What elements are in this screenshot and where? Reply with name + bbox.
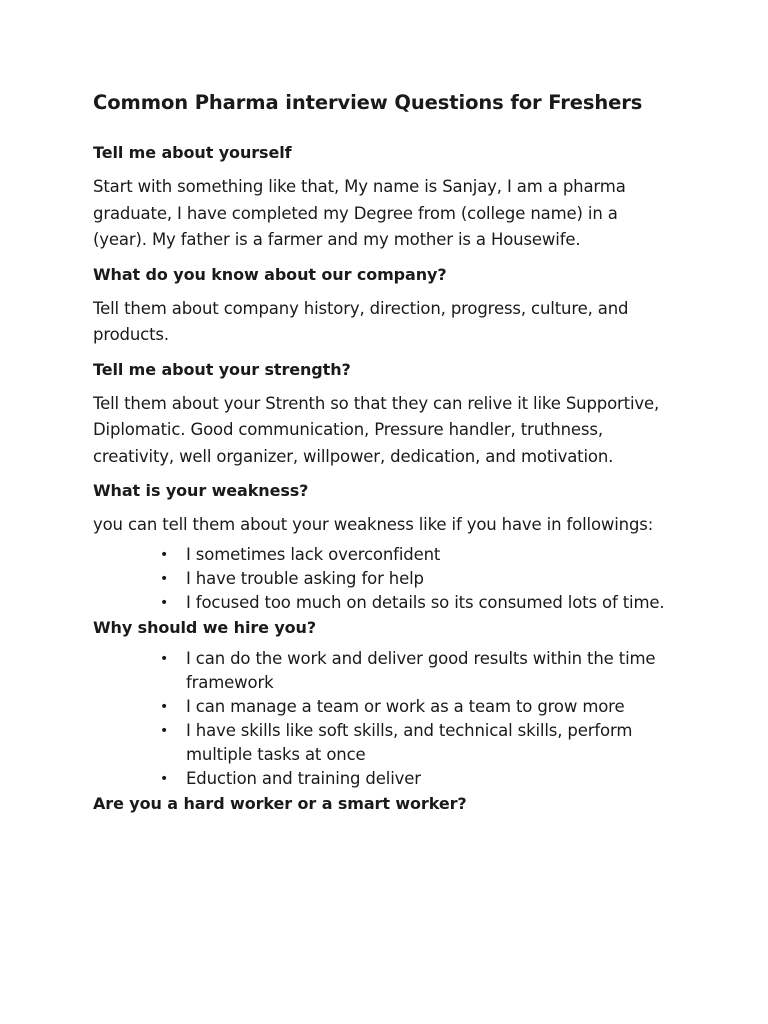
document-title: Common Pharma interview Questions for Freshers <box>93 91 643 114</box>
list-item-text: I can do the work and deliver good results within the time framework <box>186 648 656 692</box>
list-item-text: I have skills like soft skills, and technical skills, perform multiple tasks at once <box>186 720 633 764</box>
question-heading: Tell me about yourself <box>93 143 292 162</box>
list-item <box>93 543 673 567</box>
list-item <box>93 767 673 791</box>
list-item <box>93 695 673 719</box>
list-item-text: Eduction and training deliver <box>186 768 421 788</box>
list-item <box>93 719 673 767</box>
bullet-icon: • <box>160 546 169 563</box>
answer-paragraph: Start with something like that, My name is Sanjay, I am a pharma graduate, I have completed my Degree from (college name) in a (year). My father is a farmer and my mother is a Housewife. <box>93 177 626 249</box>
list-item <box>93 591 673 615</box>
bullet-list <box>93 543 673 615</box>
list-item-text: I focused too much on details so its consumed lots of time. <box>186 592 665 612</box>
question-heading: Tell me about your strength? <box>93 359 351 379</box>
answer-paragraph: Tell them about company history, direction, progress, culture, and products. <box>93 298 629 344</box>
bullet-list <box>93 647 673 791</box>
bullet-icon: • <box>160 650 169 667</box>
question-heading: What do you know about our company? <box>93 264 447 284</box>
bullet-icon: • <box>160 698 169 715</box>
question-heading: Are you a hard worker or a smart worker? <box>93 793 467 813</box>
bullet-icon: • <box>160 770 169 787</box>
list-item-text: I have trouble asking for help <box>186 568 424 588</box>
list-item <box>93 567 673 591</box>
bullet-icon: • <box>160 722 169 739</box>
list-item <box>93 647 673 695</box>
answer-paragraph: you can tell them about your weakness like if you have in followings: <box>93 515 654 534</box>
bullet-icon: • <box>160 594 169 611</box>
answer-paragraph: Tell them about your Strenth so that they can relive it like Supportive, Diplomatic. Good communication, Pressure handler, truthness, creativity, well organizer, willpower, dedication, and motivation. <box>93 393 660 466</box>
bullet-icon: • <box>160 570 169 587</box>
question-heading: Why should we hire you? <box>93 617 317 637</box>
question-heading: What is your weakness? <box>93 481 309 500</box>
document-page <box>93 88 673 817</box>
list-item-text: I can manage a team or work as a team to grow more <box>186 696 625 716</box>
list-item-text: I sometimes lack overconfident <box>186 544 441 564</box>
